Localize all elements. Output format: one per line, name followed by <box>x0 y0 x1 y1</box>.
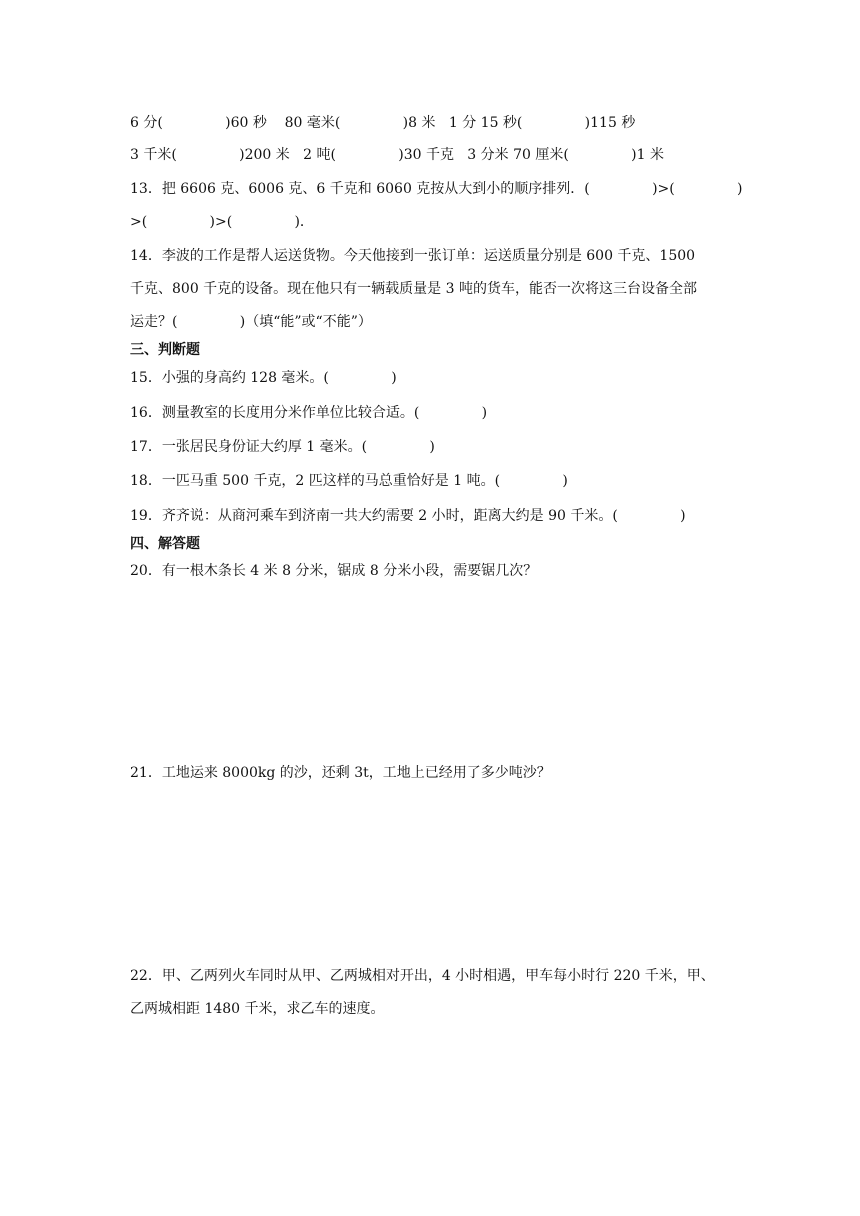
question-21: 21．工地运来 8000kg 的沙，还剩 3t，工地上已经用了多少吨沙？ <box>130 765 551 781</box>
question-22-line-1: 22．甲、乙两列火车同时从甲、乙两城相对开出，4 小时相遇，甲车每小时行 220 千米，甲、 <box>130 968 715 984</box>
question-16: 16．测量教室的长度用分米作单位比较合适。( ) <box>130 405 488 421</box>
question-22-line-2: 乙两城相距 1480 千米，求乙车的速度。 <box>130 1001 385 1017</box>
question-13-line-2: >( )>( )． <box>130 214 314 230</box>
question-18: 18．一匹马重 500 千克，2 匹这样的马总重恰好是 1 吨。( ) <box>130 473 568 489</box>
fill-blank-line-1: 6 分( )60 秒 80 毫米( )8 米 1 分 15 秒( )115 秒 <box>130 115 636 131</box>
question-19: 19．齐齐说：从商河乘车到济南一共大约需要 2 小时，距离大约是 90 千米。( ) <box>130 508 686 524</box>
section-heading-word-problems: 四、解答题 <box>130 536 200 552</box>
section-heading-true-false: 三、判断题 <box>130 342 200 358</box>
question-15: 15．小强的身高约 128 毫米。( ) <box>130 370 397 386</box>
fill-blank-line-2: 3 千米( )200 米 2 吨( )30 千克 3 分米 70 厘米( )1 米 <box>130 147 664 163</box>
question-14-line-2: 千克、800 千克的设备。现在他只有一辆载质量是 3 吨的货车，能否一次将这三台设备全部 <box>130 281 697 297</box>
question-20: 20．有一根木条长 4 米 8 分米，锯成 8 分米小段，需要锯几次？ <box>130 563 538 579</box>
question-14-line-1: 14．李波的工作是帮人运送货物。今天他接到一张订单：运送质量分别是 600 千克、1500 <box>130 248 696 264</box>
question-13-line-1: 13．把 6606 克、6006 克、6 千克和 6060 克按从大到小的顺序排列．( )>( ) <box>130 181 743 197</box>
question-17: 17．一张居民身份证大约厚 1 毫米。( ) <box>130 439 435 455</box>
question-14-line-3: 运走？( )（填“能”或“不能”） <box>130 314 372 330</box>
